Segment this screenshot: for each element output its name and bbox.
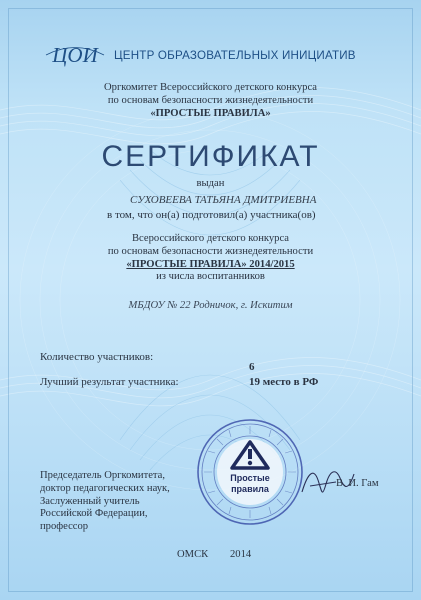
organization-name: ЦЕНТР ОБРАЗОВАТЕЛЬНЫХ ИНИЦИАТИВ xyxy=(114,48,356,62)
best-result-value: 19 место в РФ xyxy=(249,376,319,388)
contest-line-4: из числа воспитанников xyxy=(156,271,265,283)
committee-line-1: Оргкомитет Всероссийского детского конкурса xyxy=(104,82,317,93)
recipient-name: СУХОВЕЕВА ТАТЬЯНА ДМИТРИЕВНА xyxy=(130,194,317,206)
contest-block xyxy=(20,233,401,284)
institution-name: МБДОУ № 22 Родничок, г. Искитим xyxy=(128,300,293,311)
contest-name-year: «ПРОСТЫЕ ПРАВИЛА» 2014/2015 xyxy=(126,258,295,270)
footer-year: 2014 xyxy=(230,549,252,560)
stamp-text-line-1: Простые xyxy=(230,473,270,483)
issued-label: выдан xyxy=(196,178,225,189)
contest-line-2: по основам безопасности жизнедеятельности xyxy=(107,245,314,257)
footer-city: ОМСК xyxy=(177,549,209,560)
committee-block xyxy=(20,82,401,120)
signatory-position: Председатель Оргкомитета, доктор педагогических наук, Заслуженный учитель Российской Федерации, профессор xyxy=(40,470,170,533)
svg-text:ЦОИ: ЦОИ xyxy=(52,43,98,67)
committee-line-2: по основам безопасности жизнедеятельности xyxy=(107,94,314,106)
best-result-label: Лучший результат участника: xyxy=(40,376,179,388)
participants-value: 6 xyxy=(249,361,255,373)
participants-label: Количество участников: xyxy=(40,351,154,363)
stamp-text-line-2: правила xyxy=(231,484,269,494)
committee-contest-name: «ПРОСТЫЕ ПРАВИЛА» xyxy=(150,107,271,119)
official-stamp xyxy=(196,418,304,526)
organization-logo-icon xyxy=(40,42,110,68)
contest-line-1: Всероссийского детского конкурса xyxy=(131,233,290,244)
organization-header xyxy=(40,42,390,68)
signatory-name: В. И. Гам xyxy=(336,478,379,489)
prepared-text: в том, что он(а) подготовил(а) участника(ов) xyxy=(107,209,316,221)
certificate-title: СЕРТИФИКАТ xyxy=(101,140,320,173)
